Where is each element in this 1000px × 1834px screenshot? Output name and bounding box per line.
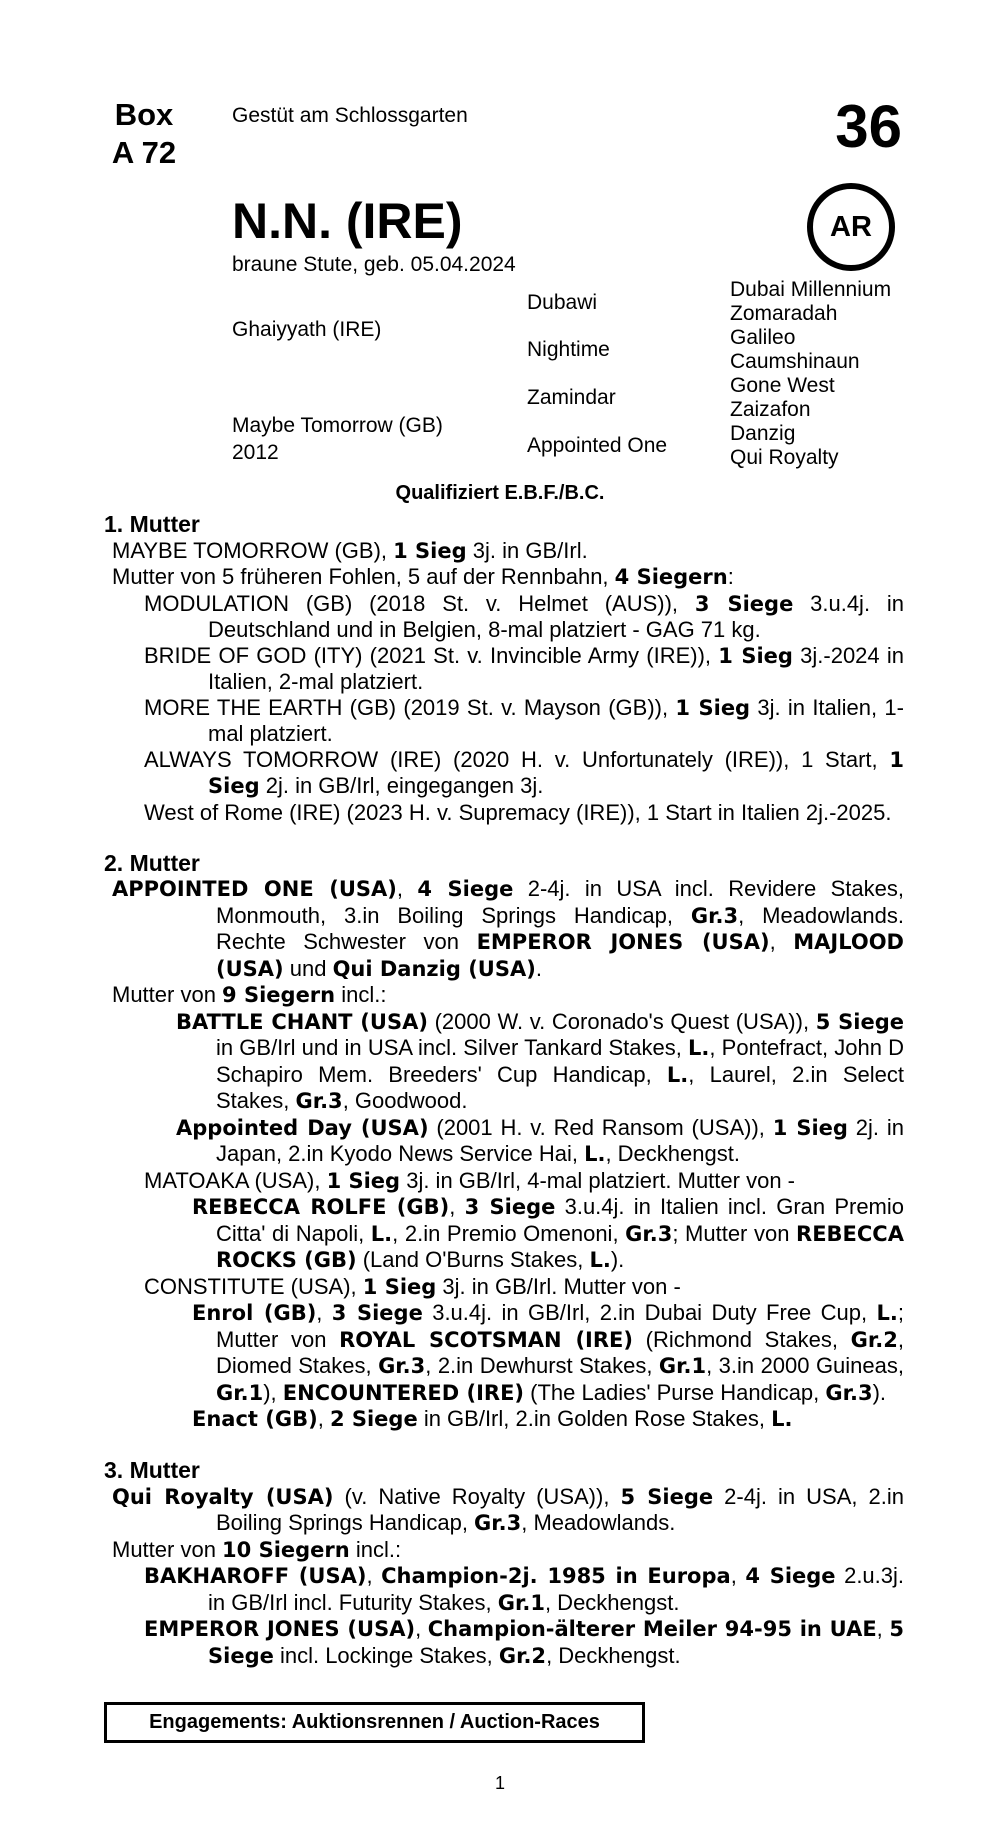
pedigree-great-grandparent: Zaizafon bbox=[730, 398, 811, 421]
grand-offspring-entry: Enact (GB), 2 Siege in GB/Irl, 2.in Golden Rose Stakes, L. bbox=[192, 1406, 793, 1431]
grand-offspring-entry: REBECCA ROLFE (GB), 3 Siege 3.u.4j. in Italien incl. Gran Premio Citta' di Napoli, L., 2.in Premio Omenoni, Gr.3; Mutter von REBECCA ROCKS (GB) (Land O'Burns Stakes, L.). bbox=[192, 1194, 904, 1272]
engagements-text: Engagements: Auktionsrennen / Auction-Races bbox=[149, 1711, 600, 1733]
family-text bbox=[104, 512, 904, 1669]
ar-badge bbox=[807, 183, 895, 271]
pedigree-grandparent: Nightime bbox=[527, 338, 610, 361]
lot-number: 36 bbox=[835, 93, 902, 160]
offspring-entry: BRIDE OF GOD (ITY) (2021 St. v. Invincible Army (IRE)), 1 Sieg 3j.-2024 in Italien, 2-mal platziert. bbox=[144, 642, 904, 694]
grand-offspring-entry: Enrol (GB), 3 Siege 3.u.4j. in GB/Irl, 2.in Dubai Duty Free Cup, L.; Mutter von ROYAL SCOTSMAN (IRE) (Richmond Stakes, Gr.2, Diomed Stakes, Gr.3, 2.in Dewhurst Stakes, Gr.1, 3.in 2000 Guineas, Gr.1), ENCOUNTERED (IRE) (The Ladies' Purse Handicap, Gr.3). bbox=[192, 1300, 905, 1405]
pedigree-grandparent: Appointed One bbox=[527, 434, 668, 457]
pedigree-grandparent: Dubawi bbox=[527, 291, 598, 314]
box-title: Box bbox=[114, 97, 174, 132]
second-dam-produce-summary: Mutter von 9 Siegern incl.: bbox=[112, 982, 387, 1007]
offspring-entry: MORE THE EARTH (GB) (2019 St. v. Mayson (GB)), 1 Sieg 3j. in Italien, 1-mal platziert. bbox=[144, 694, 904, 746]
qualification: Qualifiziert E.B.F./B.C. bbox=[395, 482, 605, 504]
pedigree-great-grandparent: Caumshinaun bbox=[730, 350, 860, 373]
box-number: A 72 bbox=[111, 135, 177, 170]
pedigree-grandparent: Zamindar bbox=[527, 386, 616, 409]
pedigree-great-grandparent: Zomaradah bbox=[730, 302, 838, 325]
offspring-entry: EMPEROR JONES (USA), Champion-älterer Meiler 94-95 in UAE, 5 Siege incl. Lockinge Stakes, Gr.2, Deckhengst. bbox=[144, 1616, 904, 1668]
engagements-box bbox=[104, 1702, 645, 1743]
pedigree-dam-year: 2012 bbox=[232, 441, 279, 464]
third-dam-line: Qui Royalty (USA) (v. Native Royalty (USA)), 5 Siege 2-4j. in USA, 2.in Boiling Springs Handicap, Gr.3, Meadowlands. bbox=[112, 1483, 905, 1535]
section-title-2: 2. Mutter bbox=[104, 849, 200, 876]
second-dam-line: APPOINTED ONE (USA), 4 Siege 2-4j. in USA incl. Revidere Stakes, Monmouth, 3.in Boiling Springs Handicap, Gr.3, Meadowlands. Rechte Schwester von EMPEROR JONES (USA), MAJLOOD (USA) und Qui Danzig (USA). bbox=[112, 876, 904, 981]
horse-details: braune Stute, geb. 05.04.2024 bbox=[232, 253, 516, 276]
pedigree-great-grandparent: Gone West bbox=[730, 374, 835, 397]
pedigree-sire: Ghaiyyath (IRE) bbox=[232, 318, 382, 341]
offspring-entry: MATOAKA (USA), 1 Sieg 3j. in GB/Irl, 4-mal platziert. Mutter von - bbox=[144, 1167, 795, 1193]
pedigree-great-grandparent: Danzig bbox=[730, 422, 796, 445]
pedigree-great-grandparent: Galileo bbox=[730, 326, 796, 349]
offspring-entry: MODULATION (GB) (2018 St. v. Helmet (AUS)), 3 Siege 3.u.4j. in Deutschland und in Belgien, 8-mal platziert - GAG 71 kg. bbox=[144, 590, 904, 642]
ar-badge-text: AR bbox=[830, 210, 872, 243]
stud-name: Gestüt am Schlossgarten bbox=[232, 104, 468, 127]
page-number: 1 bbox=[494, 1773, 505, 1793]
offspring-entry: BATTLE CHANT (USA) (2000 W. v. Coronado's Quest (USA)), 5 Siege in GB/Irl und in USA incl. Silver Tankard Stakes, L., Pontefract, John D Schapiro Mem. Breeders' Cup Handicap, L., Laurel, 2.in Select Stakes, Gr.3, Goodwood. bbox=[176, 1008, 904, 1113]
box-label bbox=[108, 96, 180, 172]
offspring-entry: CONSTITUTE (USA), 1 Sieg 3j. in GB/Irl. Mutter von - bbox=[144, 1273, 681, 1299]
offspring-entry: Appointed Day (USA) (2001 H. v. Red Ransom (USA)), 1 Sieg 2j. in Japan, 2.in Kyodo News Service Hai, L., Deckhengst. bbox=[176, 1114, 904, 1166]
horse-name: N.N. (IRE) bbox=[232, 193, 463, 249]
third-dam-produce-summary: Mutter von 10 Siegern incl.: bbox=[112, 1536, 402, 1562]
pedigree-dam: Maybe Tomorrow (GB) bbox=[232, 414, 443, 437]
dam-produce-summary: Mutter von 5 früheren Fohlen, 5 auf der Rennbahn, 4 Siegern: bbox=[112, 564, 734, 589]
pedigree-great-grandparents bbox=[730, 278, 891, 470]
dam-line: MAYBE TOMORROW (GB), 1 Sieg 3j. in GB/Irl. bbox=[112, 537, 588, 563]
offspring-entry: West of Rome (IRE) (2023 H. v. Supremacy (IRE)), 1 Start in Italien 2j.-2025. bbox=[144, 799, 892, 825]
offspring-entry: BAKHAROFF (USA), Champion-2j. 1985 in Europa, 4 Siege 2.u.3j. in GB/Irl incl. Futurity Stakes, Gr.1, Deckhengst. bbox=[144, 1563, 905, 1615]
section-title-1: 1. Mutter bbox=[104, 511, 200, 537]
offspring-entry: ALWAYS TOMORROW (IRE) (2020 H. v. Unfortunately (IRE)), 1 Start, 1 Sieg 2j. in GB/Irl, eingegangen 3j. bbox=[144, 746, 904, 798]
pedigree-great-grandparent: Qui Royalty bbox=[730, 446, 839, 469]
section-title-3: 3. Mutter bbox=[104, 1457, 200, 1483]
pedigree-great-grandparent: Dubai Millennium bbox=[730, 278, 892, 301]
